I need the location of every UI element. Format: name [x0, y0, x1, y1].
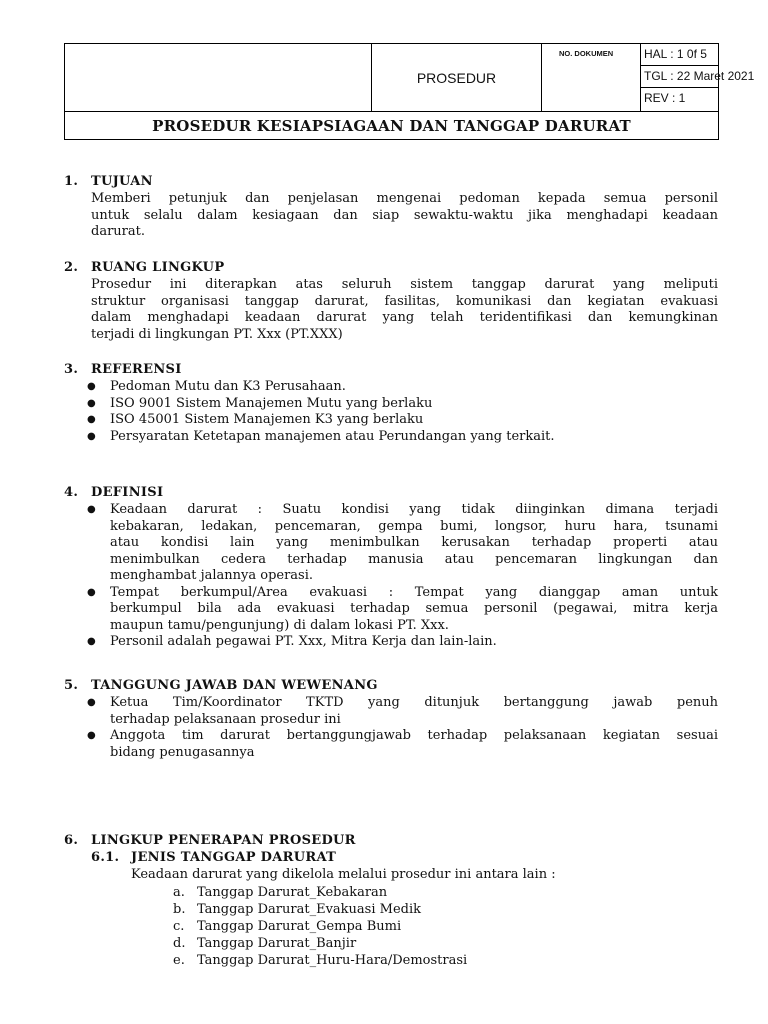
page-count: HAL : 1 0f 5 — [641, 44, 718, 66]
list-item: b. Tanggap Darurat_Evakuasi Medik — [173, 902, 421, 917]
definisi-list — [84, 502, 718, 651]
section-text-ruang-lingkup: Prosedur ini diterapkan atas seluruh sistem tanggap darurat yang meliputi struktur organisasi tanggap darurat, fasilitas, komunikasi dan kegiatan evakuasi dalam menghadapi keadaan darurat yang telah teridentifikasi dan kemungkinan terjadi di lingkungan PT. Xxx (PT.XXX) — [91, 277, 718, 342]
list-item: d. Tanggap Darurat_Banjir — [173, 936, 357, 951]
section-heading-definisi: 4. DEFINISI — [64, 485, 164, 500]
document-number-label: NO. DOKUMEN — [559, 49, 614, 58]
bullet-icon: ● — [87, 697, 96, 708]
document-number-cell — [542, 44, 641, 111]
section-heading-referensi: 3. REFERENSI — [64, 362, 182, 377]
jenis-tanggap-darurat-list — [173, 884, 467, 969]
logo-cell — [65, 44, 372, 111]
document-header-table — [64, 43, 755, 140]
bullet-icon: ● — [87, 414, 96, 425]
list-item: ● Pedoman Mutu dan K3 Perusahaan. — [87, 379, 346, 394]
bullet-icon: ● — [87, 430, 96, 442]
list-item: ● Tempat berkumpul/Area evakuasi : Tempat yang dianggap aman untuk berkumpul bila ada evakuasi terhadap semua personil (pegawai, mitra kerja maupun tamu/pengunjung) di dalam lokasi PT. Xxx. — [87, 584, 718, 633]
section-heading-tanggung-jawab: 5. TANGGUNG JAWAB DAN WEWENANG — [64, 678, 378, 693]
list-item: e. Tanggap Darurat_Huru-Hara/Demostrasi — [173, 953, 468, 968]
document-title: PROSEDUR KESIAPSIAGAAN DAN TANGGAP DARURAT — [65, 111, 718, 140]
list-item: ● Ketua Tim/Koordinator TKTD yang ditunjuk bertanggung jawab penuh terhadap pelaksanaan prosedur ini — [87, 695, 718, 727]
subsection-heading-jenis-tanggap-darurat: 6.1. JENIS TANGGAP DARURAT — [91, 850, 337, 865]
bullet-icon: ● — [87, 504, 96, 515]
revision-number: REV : 1 — [644, 91, 686, 105]
bullet-icon: ● — [87, 586, 96, 598]
document-meta-cell — [641, 44, 755, 111]
section-text-tujuan: Memberi petunjuk dan penjelasan mengenai pedoman kepada semua personil untuk selalu dalam kesiagaan dan siap sewaktu-waktu jika menghadapi keadaan darurat. — [91, 191, 718, 239]
document-date: TGL : 22 Maret 2021 — [641, 66, 718, 88]
list-item: ● Personil adalah pegawai PT. Xxx, Mitra Kerja dan lain-lain. — [87, 634, 497, 649]
subsection-lead-text: Keadaan darurat yang dikelola melalui prosedur ini antara lain : — [131, 867, 556, 882]
list-item: ● Keadaan darurat : Suatu kondisi yang tidak diinginkan dimana terjadi kebakaran, ledakan, pencemaran, gempa bumi, longsor, huru hara, tsunami atau kondisi lain yang menimbulkan kerusakan terhadap properti atau menimbulkan cedera terhadap manusia atau pencemaran lingkungan dan menghambat jalannya operasi. — [87, 502, 718, 583]
list-item: a. Tanggap Darurat_Kebakaran — [173, 885, 388, 900]
list-item: c. Tanggap Darurat_Gempa Bumi — [173, 919, 402, 934]
list-item: ● Persyaratan Ketetapan manajemen atau Perundangan yang terkait. — [87, 428, 555, 444]
bullet-icon: ● — [87, 381, 96, 392]
referensi-list — [84, 379, 718, 445]
section-heading-ruang-lingkup: 2. RUANG LINGKUP — [64, 260, 225, 275]
list-item: ● ISO 45001 Sistem Manajemen K3 yang berlaku — [87, 412, 424, 427]
bullet-icon: ● — [87, 397, 96, 409]
section-heading-lingkup-penerapan: 6. LINGKUP PENERAPAN PROSEDUR — [64, 833, 356, 848]
section-heading-tujuan: 1. TUJUAN — [64, 174, 153, 189]
list-item: ● Anggota tim darurat bertanggungjawab terhadap pelaksanaan kegiatan sesuai bidang penugasannya — [87, 728, 718, 760]
procedure-label: PROSEDUR — [372, 44, 542, 111]
tanggung-jawab-list — [84, 695, 718, 761]
bullet-icon: ● — [87, 730, 96, 741]
list-item: ● ISO 9001 Sistem Manajemen Mutu yang berlaku — [87, 395, 433, 411]
bullet-icon: ● — [87, 636, 96, 647]
